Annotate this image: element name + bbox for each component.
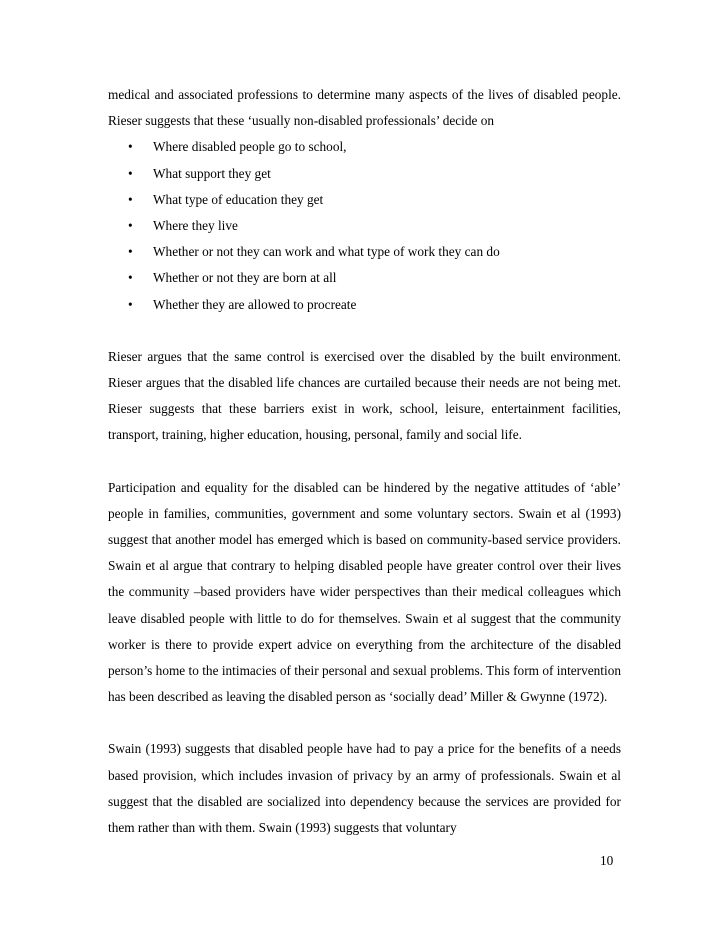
paragraph-spacer <box>108 318 621 344</box>
bullet-text: Whether they are allowed to procreate <box>153 296 357 312</box>
bullet-text: Where disabled people go to school, <box>153 139 347 155</box>
bullet-text: Where they live <box>153 218 238 234</box>
paragraph-intro: medical and associated professions to determine many aspects of the lives of disabled people. Rieser suggests that these ‘usually non-disabled professionals’ decide on <box>108 87 621 129</box>
paragraph-built-environment: Rieser argues that the same control is exercised over the disabled by the built environment. Rieser argues that the disabled life chances are curtailed because their needs are not being met. Rieser suggests that these barriers exist in work, school, leisure, entertainment facilities, transport, training, higher education, housing, personal, family and social life. <box>108 348 621 443</box>
bullet-icon: • <box>128 191 133 207</box>
paragraph-spacer <box>108 449 621 475</box>
bullet-text: Whether or not they are born at all <box>153 270 337 286</box>
bullet-item <box>108 292 621 318</box>
bullet-item <box>108 187 621 213</box>
bullet-text: What type of education they get <box>153 191 324 207</box>
paragraph-spacer <box>108 710 621 736</box>
bullet-list <box>108 134 621 317</box>
bullet-text: Whether or not they can work and what type of work they can do <box>153 244 500 260</box>
paragraph-participation: Participation and equality for the disabled can be hindered by the negative attitudes of ‘able’ people in families, communities, government and some voluntary sectors. Swain et al (1993) suggest that another model has emerged which is based on community-based service providers. Swain et al argue that contrary to helping disabled people have greater control over their lives the community –based providers have wider perspectives than their medical colleagues which leave disabled people with little to do for themselves. Swain et al suggest that the community worker is there to provide expert advice on everything from the architecture of the disabled person’s home to the intimacies of their personal and sexual problems. This form of intervention has been described as leaving the disabled person as ‘socially dead’ Miller & Gwynne (1972). <box>108 479 621 705</box>
bullet-text: What support they get <box>153 165 271 181</box>
bullet-item <box>108 161 621 187</box>
bullet-icon: • <box>128 218 133 234</box>
bullet-icon: • <box>128 270 133 286</box>
page-number: 10 <box>600 853 614 868</box>
bullet-item <box>108 239 621 265</box>
paragraph-dependency: Swain (1993) suggests that disabled people have had to pay a price for the benefits of a needs based provision, which includes invasion of privacy by an army of professionals. Swain et al suggest that the disabled are socialized into dependency because the services are provided for them rather than with them. Swain (1993) suggests that voluntary <box>108 741 621 836</box>
bullet-item <box>108 265 621 291</box>
document-page <box>108 82 621 841</box>
bullet-icon: • <box>128 139 133 155</box>
bullet-icon: • <box>128 296 133 312</box>
bullet-item <box>108 134 621 160</box>
bullet-item <box>108 213 621 239</box>
bullet-icon: • <box>128 244 133 260</box>
bullet-icon: • <box>128 165 133 181</box>
